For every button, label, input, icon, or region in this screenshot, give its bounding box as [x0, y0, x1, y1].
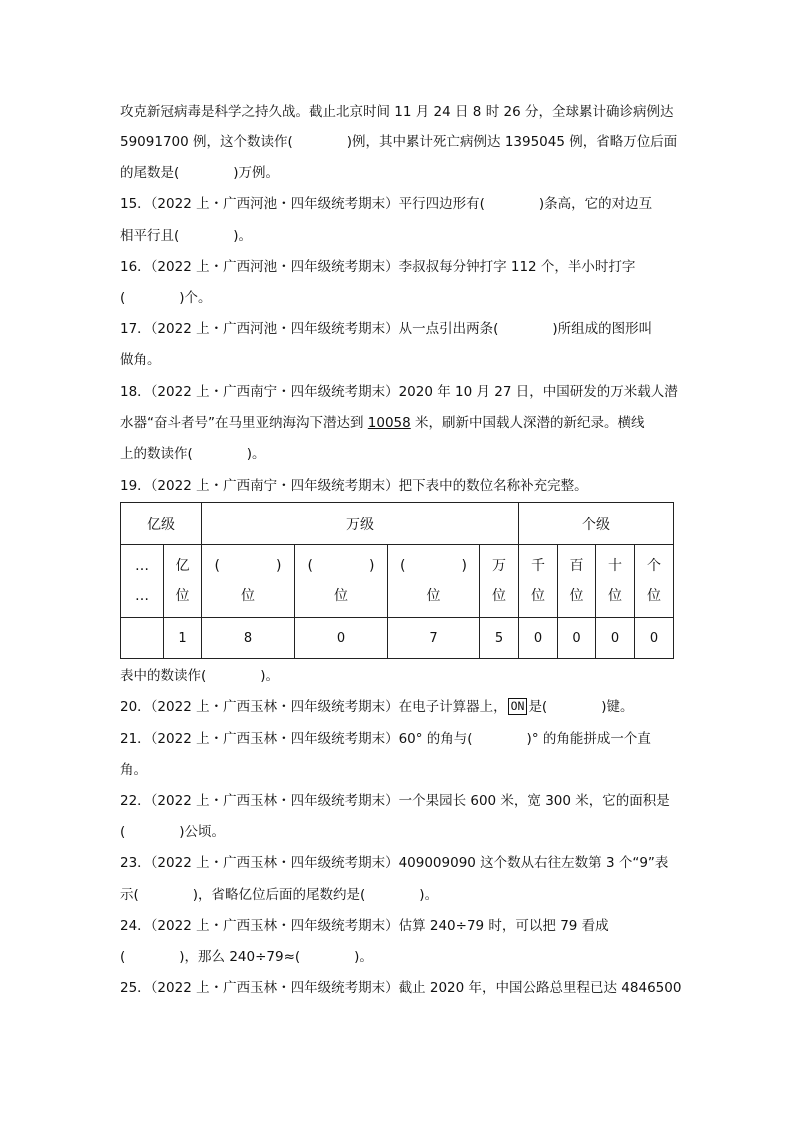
q24-line-2: ( )，那么 240÷79≈( )。: [120, 949, 373, 965]
q19-after-line: 表中的数读作( )。: [120, 668, 280, 684]
digit-cell: 8: [202, 618, 295, 659]
group-wan: 万级: [202, 503, 519, 545]
intro-line-3: 的尾数是( )万例。: [120, 165, 280, 181]
place-yi: 亿 位: [164, 545, 202, 618]
q17-line-2: 做角。: [120, 352, 161, 368]
q18-line-2: [120, 413, 680, 433]
place-value-table: [120, 502, 674, 659]
q18-line-1: 18．（2022 上・广西南宁・四年级统考期末）2020 年 10 月 27 日，中国研发的万米载人潜: [120, 384, 678, 400]
q21-line-1: 21．（2022 上・广西玉林・四年级统考期末）60° 的角与( )° 的角能拼成一个直: [120, 731, 651, 747]
intro-line-1: 攻克新冠病毒是科学之持久战。截止北京时间 11 月 24 日 8 时 26 分，全球累计确诊病例达: [120, 104, 674, 120]
place-blank-1: ( ) 位: [202, 545, 295, 618]
digit-cell: 7: [388, 618, 480, 659]
q18-line-2-before: 水器“奋斗者号”在马里亚纳海沟下潜达到: [120, 415, 368, 431]
digit-cell: 0: [519, 618, 558, 659]
digit-cell: [121, 618, 164, 659]
place-ge: 个 位: [635, 545, 674, 618]
place-ellipsis: … …: [121, 545, 164, 618]
table-group-row: [121, 503, 674, 545]
place-shi: 十 位: [596, 545, 635, 618]
table-place-row: [121, 545, 674, 618]
q16-line-1: 16．（2022 上・广西河池・四年级统考期末）李叔叔每分钟打字 112 个，半小时打字: [120, 259, 636, 275]
q23-line-1: 23．（2022 上・广西玉林・四年级统考期末）409009090 这个数从右往左数第 3 个“9”表: [120, 855, 669, 871]
place-bai: 百 位: [558, 545, 596, 618]
place-blank-3: ( ) 位: [388, 545, 480, 618]
group-ge: 个级: [519, 503, 674, 545]
q19-line-1: 19．（2022 上・广西南宁・四年级统考期末）把下表中的数位名称补充完整。: [120, 478, 588, 494]
intro-line-2: 59091700 例，这个数读作( )例，其中累计死亡病例达 1395045 例，省略万位后面: [120, 134, 678, 150]
on-key-icon: ON: [508, 698, 528, 715]
q22-line-1: 22．（2022 上・广西玉林・四年级统考期末）一个果园长 600 米，宽 300 米，它的面积是: [120, 793, 670, 809]
q15-line-1: 15．（2022 上・广西河池・四年级统考期末）平行四边形有( )条高，它的对边互: [120, 196, 653, 212]
place-wan: 万 位: [480, 545, 519, 618]
group-yi: 亿级: [121, 503, 202, 545]
q15-line-2: 相平行且( )。: [120, 228, 253, 244]
q18-line-2-after: 米，刷新中国载人深潜的新纪录。横线: [410, 415, 645, 431]
q23-line-2: 示( )，省略亿位后面的尾数约是( )。: [120, 887, 439, 903]
q25-line-1: 25．（2022 上・广西玉林・四年级统考期末）截止 2020 年，中国公路总里程已达 4846500: [120, 980, 682, 996]
place-qian: 千 位: [519, 545, 558, 618]
digit-cell: 0: [635, 618, 674, 659]
digit-cell: 0: [596, 618, 635, 659]
table-digit-row: [121, 618, 674, 659]
place-blank-2: ( ) 位: [295, 545, 388, 618]
q22-line-2: ( )公顷。: [120, 824, 226, 840]
digit-cell: 1: [164, 618, 202, 659]
q18-line-3: 上的数读作( )。: [120, 446, 266, 462]
digit-cell: 5: [480, 618, 519, 659]
digit-cell: 0: [558, 618, 596, 659]
q20-line: 20．（2022 上・广西玉林・四年级统考期末）在电子计算器上， ON 是( )键。: [120, 699, 634, 715]
q18-underlined-number: 10058: [367, 415, 411, 431]
q21-line-2: 角。: [120, 762, 147, 778]
q17-line-1: 17．（2022 上・广西河池・四年级统考期末）从一点引出两条( )所组成的图形叫: [120, 321, 653, 337]
digit-cell: 0: [295, 618, 388, 659]
q16-line-2: ( )个。: [120, 290, 212, 306]
q24-line-1: 24．（2022 上・广西玉林・四年级统考期末）估算 240÷79 时，可以把 79 看成: [120, 918, 609, 934]
